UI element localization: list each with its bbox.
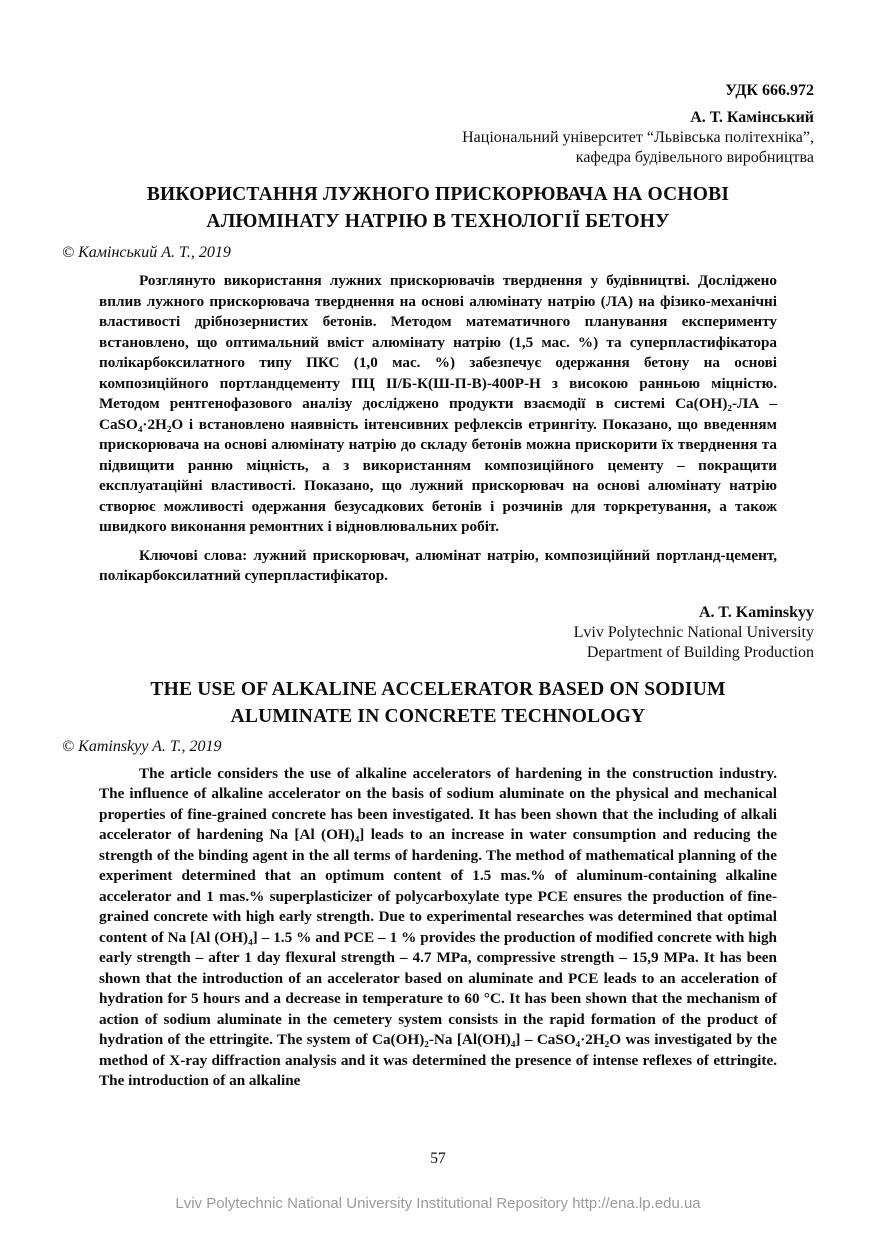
ua-keywords: Ключові слова: лужний прискорювач, алюмінат натрію, композиційний портланд-цемент, полікарбоксилатний суперпластифікатор. <box>99 546 777 584</box>
udc-number: УДК 666.972 <box>725 82 814 99</box>
ua-affiliation-university: Національний університет “Львівська політехніка”, <box>462 129 814 146</box>
ua-abstract: Розглянуто використання лужних прискорювачів тверднення у будівництві. Досліджено вплив лужного прискорювача тверднення на основі алюмінату натрію (ЛА) на фізико-механічні властивості дрібнозернистих бетонів. Методом математичного планування експерименту встановлено, що оптимальний вміст алюмінату натрію (1,5 мас. %) та суперпластифікатора полікарбоксилатного типу ПКС (1,0 мас. %) забезпечує одержання бетону на основі композиційного портландцементу ПЦ ІІ/Б-К(Ш-П-В)-400Р-Н з високою ранньою міцністю. Методом рентгенофазового аналізу досліджено продукти взаємодії в системі Ca(OH)₂-ЛА – CaSO₄·2H₂O і встановлено наявність інтенсивних рефлексів етрингіту. Показано, що введенням прискорювача на основі алюмінату натрію до складу бетонів можна прискорити їх тверднення та підвищити ранню міцність, а з використанням композиційного цементу – покращити експлуатаційні властивості. Показано, що лужний прискорювач на основі алюмінату натрію створює можливості одержання безусадкових бетонів і розчинів для торкретування, а також швидкого виконання ремонтних і відновлювальних робіт. <box>99 272 777 535</box>
en-copyright-line: © Kaminskyy A. T., 2019 <box>62 737 222 755</box>
en-abstract: The article considers the use of alkaline accelerators of hardening in the construction industry. The influence of alkaline accelerator on the basis of sodium aluminate on the physical and mechanical properties of fine-grained concrete has been investigated. It has been shown that the including of alkali accelerator of hardening Na [Al (OH)₄] leads to an increase in water consumption and reducing the strength of the binding agent in the all terms of hardening. The method of mathematical planning of the experiment determined that an optimum content of 1.5 mas.% of aluminum-containing alkaline accelerator and 1 mas.% superplasticizer of polycarboxylate type PCE ensures the production of fine-grained concrete with high early strength. Due to experimental researches was determined that optimal content of Na [Al (OH)₄] – 1.5 % and PCE – 1 % provides the production of modified concrete with high early strength – after 1 day flexural strength – 4.7 MPa, compressive strength – 15,9 MPa. It has been shown that the introduction of an accelerator based on aluminate and PCE leads to an acceleration of hydration for 5 hours and a decrease in temperature to 60 °C. It has been shown that the mechanism of action of sodium aluminate in the cemetery system consists in the rapid formation of the product of hydration of the ettringite. The system of Ca(OH)₂-Na [Al(OH)₄] – CaSO₄·2H₂O was investigated by the method of X-ray diffraction analysis and it was determined the presence of intense reflexes of ettringite. The introduction of an alkaline <box>99 764 777 1089</box>
en-author-block <box>62 603 814 663</box>
ua-author-name: А. Т. Камінський <box>690 109 814 126</box>
en-affiliation-university: Lviv Polytechnic National University <box>573 623 814 641</box>
repository-footer-line: Lviv Polytechnic National University Institutional Repository http://ena.lp.edu.ua <box>175 1195 701 1212</box>
ua-affiliation-department: кафедра будівельного виробництва <box>575 149 814 166</box>
ua-paper-title: ВИКОРИСТАННЯ ЛУЖНОГО ПРИСКОРЮВАЧА НА ОСНОВІ АЛЮМІНАТУ НАТРІЮ В ТЕХНОЛОГІЇ БЕТОНУ <box>146 184 730 232</box>
page-number: 57 <box>430 1150 446 1167</box>
en-affiliation-department: Department of Building Production <box>586 643 814 661</box>
en-author-name: A. T. Kaminskyy <box>699 603 814 621</box>
ua-author-block <box>62 108 814 168</box>
en-paper-title: THE USE OF ALKALINE ACCELERATOR BASED ON SODIUM ALUMINATE IN CONCRETE TECHNOLOGY <box>150 678 726 727</box>
ua-copyright-line: © Камінський А. Т., 2019 <box>62 244 231 261</box>
